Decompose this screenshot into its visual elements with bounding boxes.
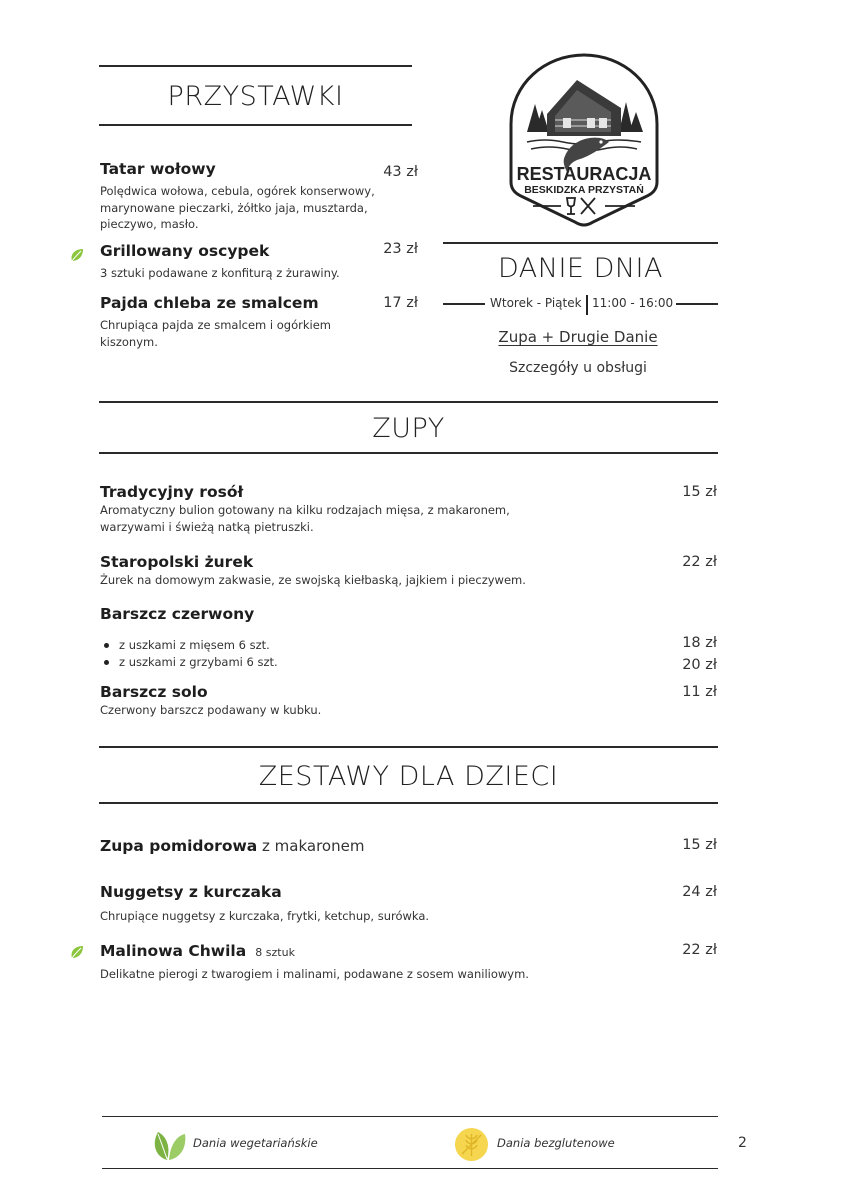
item-name-line <box>100 941 295 960</box>
zupy-top-rule <box>99 401 718 403</box>
footer-bottom-rule <box>102 1168 718 1169</box>
list-item: z uszkami z grzybami 6 szt. <box>100 654 400 671</box>
page-number: 2 <box>738 1135 747 1151</box>
danie-dnia-title: DANIE DNIA <box>497 253 663 284</box>
item-price: 24 zł <box>682 884 717 900</box>
logo-subtitle: BESKIDZKA PRZYSTAŃ <box>524 184 644 196</box>
item-name: Staropolski żurek <box>100 553 254 571</box>
item-name-line <box>100 836 364 855</box>
item-name: Nuggetsy z kurczaka <box>100 883 282 901</box>
item-description: Chrupiąca pajda ze smalcem i ogórkiem kiszonym. <box>100 318 331 349</box>
danie-dnia-note: Szczegóły u obsługi <box>509 360 647 376</box>
item-description: Żurek na domowym zakwasie, ze swojską kiełbaską, jajkiem i pieczywem. <box>100 573 526 587</box>
item-name-suffix: z makaronem <box>257 837 365 855</box>
item-name: Malinowa Chwila <box>100 942 247 960</box>
footer-vegetarian-label: Dania wegetariańskie <box>193 1136 318 1150</box>
danie-dnia-days: Wtorek - Piątek <box>490 296 582 310</box>
item-description: 3 sztuki podawane z konfiturą z żurawiny. <box>100 266 340 280</box>
item-name: Barszcz czerwony <box>100 605 255 623</box>
item-description: Chrupiące nuggetsy z kurczaka, frytki, ketchup, surówka. <box>100 909 430 923</box>
vegetarian-leaf-icon <box>69 944 85 960</box>
item-name: Tradycyjny rosół <box>100 483 244 501</box>
item-description: Czerwony barszcz podawany w kubku. <box>100 703 322 717</box>
danie-dnia-left-rule <box>443 303 485 305</box>
przystawki-title: PRZYSTAWKI <box>167 81 344 112</box>
item-price: 43 zł <box>383 164 418 180</box>
danie-dnia-right-rule <box>676 303 718 305</box>
list-item: z uszkami z mięsem 6 szt. <box>100 637 400 654</box>
item-description: Polędwica wołowa, cebula, ogórek konserwowy, marynowane pieczarki, żółtko jaja, musztarda, pieczywo, masło. <box>100 184 375 231</box>
item-name: Zupa pomidorowa <box>100 837 258 855</box>
dzieci-top-rule <box>99 746 718 748</box>
item-price: 17 zł <box>383 295 418 311</box>
item-name: Tatar wołowy <box>100 160 216 178</box>
item-price: 22 zł <box>682 942 717 958</box>
barszcz-options-list <box>100 637 400 670</box>
item-price: 23 zł <box>383 241 418 257</box>
gluten-free-icon <box>454 1127 489 1162</box>
item-name: Grillowany oscypek <box>100 242 270 260</box>
option-price: 20 zł <box>682 657 717 673</box>
przystawki-top-rule <box>99 65 412 67</box>
restaurant-logo <box>505 52 663 230</box>
item-price: 15 zł <box>682 837 717 853</box>
item-name: Barszcz solo <box>100 683 208 701</box>
vegetarian-leaf-icon <box>69 247 85 263</box>
footer-gluten-free-label: Dania bezglutenowe <box>497 1136 615 1150</box>
option-price: 18 zł <box>682 635 717 651</box>
danie-dnia-hours: 11:00 - 16:00 <box>592 296 674 310</box>
logo-title: RESTAURACJA <box>516 164 652 184</box>
item-price: 22 zł <box>682 554 717 570</box>
item-description: Aromatyczny bulion gotowany na kilku rodzajach mięsa, z makaronem, warzywami i świeżą natką pietruszki. <box>100 503 510 534</box>
item-description: Delikatne pierogi z twarogiem i malinami, podawane z sosem waniliowym. <box>100 967 529 981</box>
przystawki-bottom-rule <box>99 124 412 126</box>
item-portion: 8 sztuk <box>255 946 295 959</box>
zupy-title: ZUPY <box>372 413 445 444</box>
item-price: 15 zł <box>682 484 717 500</box>
item-price: 11 zł <box>682 684 717 700</box>
zupy-bottom-rule <box>99 452 718 454</box>
danie-dnia-offer: Zupa + Drugie Danie <box>498 328 658 346</box>
dzieci-title: ZESTAWY DLA DZIECI <box>258 761 559 792</box>
vegetarian-leaf-icon <box>152 1126 186 1162</box>
danie-dnia-top-rule <box>443 242 718 244</box>
footer-top-rule <box>102 1116 718 1117</box>
dzieci-bottom-rule <box>99 802 718 804</box>
danie-dnia-divider <box>586 295 588 315</box>
item-name: Pajda chleba ze smalcem <box>100 294 319 312</box>
